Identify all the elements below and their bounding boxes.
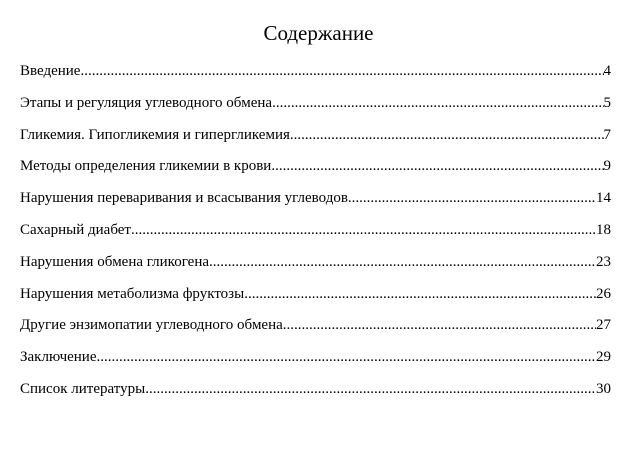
- toc-entry: [20, 90, 611, 122]
- toc-entry: [20, 376, 611, 408]
- toc-entry-title: Нарушения переваривания и всасывания углеводов: [20, 190, 348, 207]
- toc-page-number: 9: [603, 158, 611, 175]
- toc-dot-leader: [348, 185, 596, 211]
- toc-list: [20, 58, 611, 408]
- toc-dot-leader: [80, 58, 603, 84]
- toc-dot-leader: [283, 312, 596, 338]
- toc-dot-leader: [244, 281, 596, 307]
- toc-entry: [20, 281, 611, 313]
- toc-entry: [20, 122, 611, 154]
- toc-page-number: 26: [596, 285, 611, 302]
- toc-entry-title: Другие энзимопатии углеводного обмена: [20, 317, 283, 334]
- toc-page-number: 30: [596, 380, 611, 397]
- toc-page-number: 14: [596, 190, 611, 207]
- toc-page-number: 23: [596, 253, 611, 270]
- toc-entry: [20, 344, 611, 376]
- toc-entry: [20, 153, 611, 185]
- toc-dot-leader: [290, 122, 604, 148]
- toc-entry-title: Введение: [20, 63, 81, 79]
- toc-dot-leader: [271, 153, 603, 179]
- toc-dot-leader: [272, 90, 603, 116]
- toc-entry: [20, 312, 611, 344]
- toc-dot-leader: [131, 217, 596, 243]
- toc-entry-title: Список литературы: [20, 380, 146, 397]
- toc-entry: [20, 185, 611, 217]
- toc-dot-leader: [97, 344, 597, 370]
- toc-page-number: 18: [596, 221, 611, 238]
- toc-page-number: 5: [603, 94, 611, 111]
- toc-page-number: 27: [596, 317, 611, 334]
- toc-entry-title: Сахарный диабет: [20, 221, 131, 238]
- toc-page-number: 4: [603, 63, 611, 79]
- toc-entry: [20, 249, 611, 281]
- toc-entry-title: Методы определения гликемии в крови: [20, 158, 272, 175]
- toc-title: Содержание: [263, 21, 374, 45]
- toc-entry-title: Заключение: [20, 349, 97, 366]
- toc-entry-title: Этапы и регуляция углеводного обмена: [20, 94, 273, 111]
- toc-page-number: 29: [596, 349, 611, 366]
- toc-entry: [20, 217, 611, 249]
- toc-entry-title: Гликемия. Гипогликемия и гипергликемия: [20, 126, 290, 143]
- toc-dot-leader: [145, 376, 596, 402]
- toc-dot-leader: [209, 249, 596, 275]
- toc-page-number: 7: [603, 126, 611, 143]
- toc-entry-title: Нарушения метаболизма фруктозы: [20, 285, 245, 302]
- toc-entry-title: Нарушения обмена гликогена: [20, 253, 210, 270]
- toc-entry: [20, 58, 611, 90]
